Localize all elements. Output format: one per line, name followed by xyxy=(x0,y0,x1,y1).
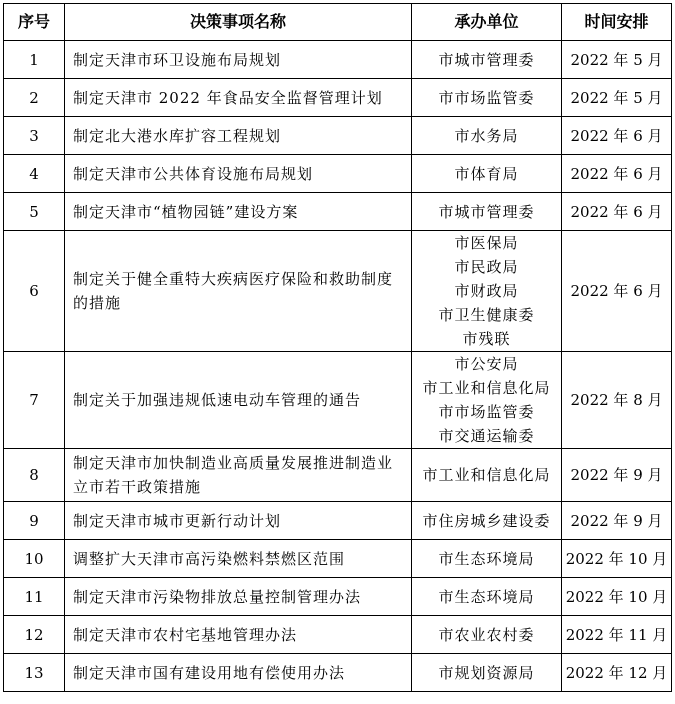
row-number: 9 xyxy=(4,502,65,540)
decision-item-name: 调整扩大天津市高污染燃料禁燃区范围 xyxy=(65,540,412,578)
responsible-unit xyxy=(412,155,562,193)
decision-item-name: 制定天津市加快制造业高质量发展推进制造业立市若干政策措施 xyxy=(65,449,412,502)
decision-item-name: 制定关于加强违规低速电动车管理的通告 xyxy=(65,352,412,449)
header-no: 序号 xyxy=(4,4,65,41)
responsible-unit xyxy=(412,578,562,616)
schedule-time: 2022 年 5 月 xyxy=(562,41,672,79)
row-number: 11 xyxy=(4,578,65,616)
table-row xyxy=(4,193,672,231)
table-row xyxy=(4,155,672,193)
unit-name: 市规划资源局 xyxy=(438,663,535,682)
unit-name: 市市场监管委 xyxy=(438,403,535,421)
unit-name: 市工业和信息化局 xyxy=(422,379,551,397)
table-row xyxy=(4,352,672,449)
responsible-unit xyxy=(412,79,562,117)
schedule-time: 2022 年 5 月 xyxy=(562,79,672,117)
table-row xyxy=(4,578,672,616)
decision-item-name: 制定天津市环卫设施布局规划 xyxy=(65,41,412,79)
schedule-time: 2022 年 9 月 xyxy=(562,449,672,502)
row-number: 6 xyxy=(4,231,65,352)
table-row xyxy=(4,502,672,540)
row-number: 13 xyxy=(4,654,65,692)
unit-name: 市民政局 xyxy=(454,258,519,276)
row-number: 1 xyxy=(4,41,65,79)
schedule-time: 2022 年 6 月 xyxy=(562,155,672,193)
responsible-unit xyxy=(412,231,562,352)
unit-name: 市工业和信息化局 xyxy=(422,466,551,484)
unit-name: 市住房城乡建设委 xyxy=(422,511,551,530)
decision-item-name: 制定北大港水库扩容工程规划 xyxy=(65,117,412,155)
unit-name: 市公安局 xyxy=(454,355,519,373)
schedule-time: 2022 年 6 月 xyxy=(562,231,672,352)
responsible-unit xyxy=(412,540,562,578)
unit-name: 市卫生健康委 xyxy=(438,306,535,324)
unit-name: 市农业农村委 xyxy=(438,625,535,644)
unit-name: 市城市管理委 xyxy=(438,50,535,69)
row-number: 5 xyxy=(4,193,65,231)
decision-item-name: 制定天津市城市更新行动计划 xyxy=(65,502,412,540)
schedule-time: 2022 年 11 月 xyxy=(562,616,672,654)
row-number: 2 xyxy=(4,79,65,117)
schedule-time: 2022 年 6 月 xyxy=(562,117,672,155)
decision-item-name: 制定天津市农村宅基地管理办法 xyxy=(65,616,412,654)
unit-name: 市生态环境局 xyxy=(438,587,535,606)
responsible-unit xyxy=(412,616,562,654)
decision-item-name: 制定天津市 2022 年食品安全监督管理计划 xyxy=(65,79,412,117)
table-row xyxy=(4,231,672,352)
header-name: 决策事项名称 xyxy=(65,4,412,41)
table-body xyxy=(4,41,672,692)
row-number: 10 xyxy=(4,540,65,578)
table-row xyxy=(4,654,672,692)
row-number: 8 xyxy=(4,449,65,502)
decision-item-name: 制定天津市国有建设用地有偿使用办法 xyxy=(65,654,412,692)
row-number: 12 xyxy=(4,616,65,654)
schedule-time: 2022 年 9 月 xyxy=(562,502,672,540)
unit-name: 市市场监管委 xyxy=(438,88,535,107)
unit-name: 市生态环境局 xyxy=(438,549,535,568)
responsible-unit xyxy=(412,193,562,231)
responsible-unit xyxy=(412,41,562,79)
decision-item-name: 制定关于健全重特大疾病医疗保险和救助制度的措施 xyxy=(65,231,412,352)
schedule-time: 2022 年 10 月 xyxy=(562,578,672,616)
table-row xyxy=(4,616,672,654)
responsible-unit xyxy=(412,117,562,155)
header-row xyxy=(4,4,672,41)
schedule-time: 2022 年 8 月 xyxy=(562,352,672,449)
header-unit: 承办单位 xyxy=(412,4,562,41)
responsible-unit xyxy=(412,352,562,449)
table-row xyxy=(4,449,672,502)
schedule-time: 2022 年 6 月 xyxy=(562,193,672,231)
header-time: 时间安排 xyxy=(562,4,672,41)
responsible-unit xyxy=(412,654,562,692)
unit-name: 市财政局 xyxy=(454,282,519,300)
decision-item-name: 制定天津市污染物排放总量控制管理办法 xyxy=(65,578,412,616)
decision-item-name: 制定天津市公共体育设施布局规划 xyxy=(65,155,412,193)
row-number: 7 xyxy=(4,352,65,449)
decision-items-table xyxy=(3,3,672,692)
responsible-unit xyxy=(412,502,562,540)
table-row xyxy=(4,540,672,578)
table-row xyxy=(4,79,672,117)
responsible-unit xyxy=(412,449,562,502)
unit-name: 市交通运输委 xyxy=(438,427,535,445)
schedule-time: 2022 年 10 月 xyxy=(562,540,672,578)
row-number: 3 xyxy=(4,117,65,155)
schedule-time: 2022 年 12 月 xyxy=(562,654,672,692)
unit-name: 市残联 xyxy=(462,330,511,348)
row-number: 4 xyxy=(4,155,65,193)
unit-name: 市体育局 xyxy=(454,164,519,183)
unit-name: 市医保局 xyxy=(454,234,519,252)
decision-item-name: 制定天津市“植物园链”建设方案 xyxy=(65,193,412,231)
unit-name: 市水务局 xyxy=(454,126,519,145)
unit-name: 市城市管理委 xyxy=(438,202,535,221)
table-row xyxy=(4,41,672,79)
table-row xyxy=(4,117,672,155)
